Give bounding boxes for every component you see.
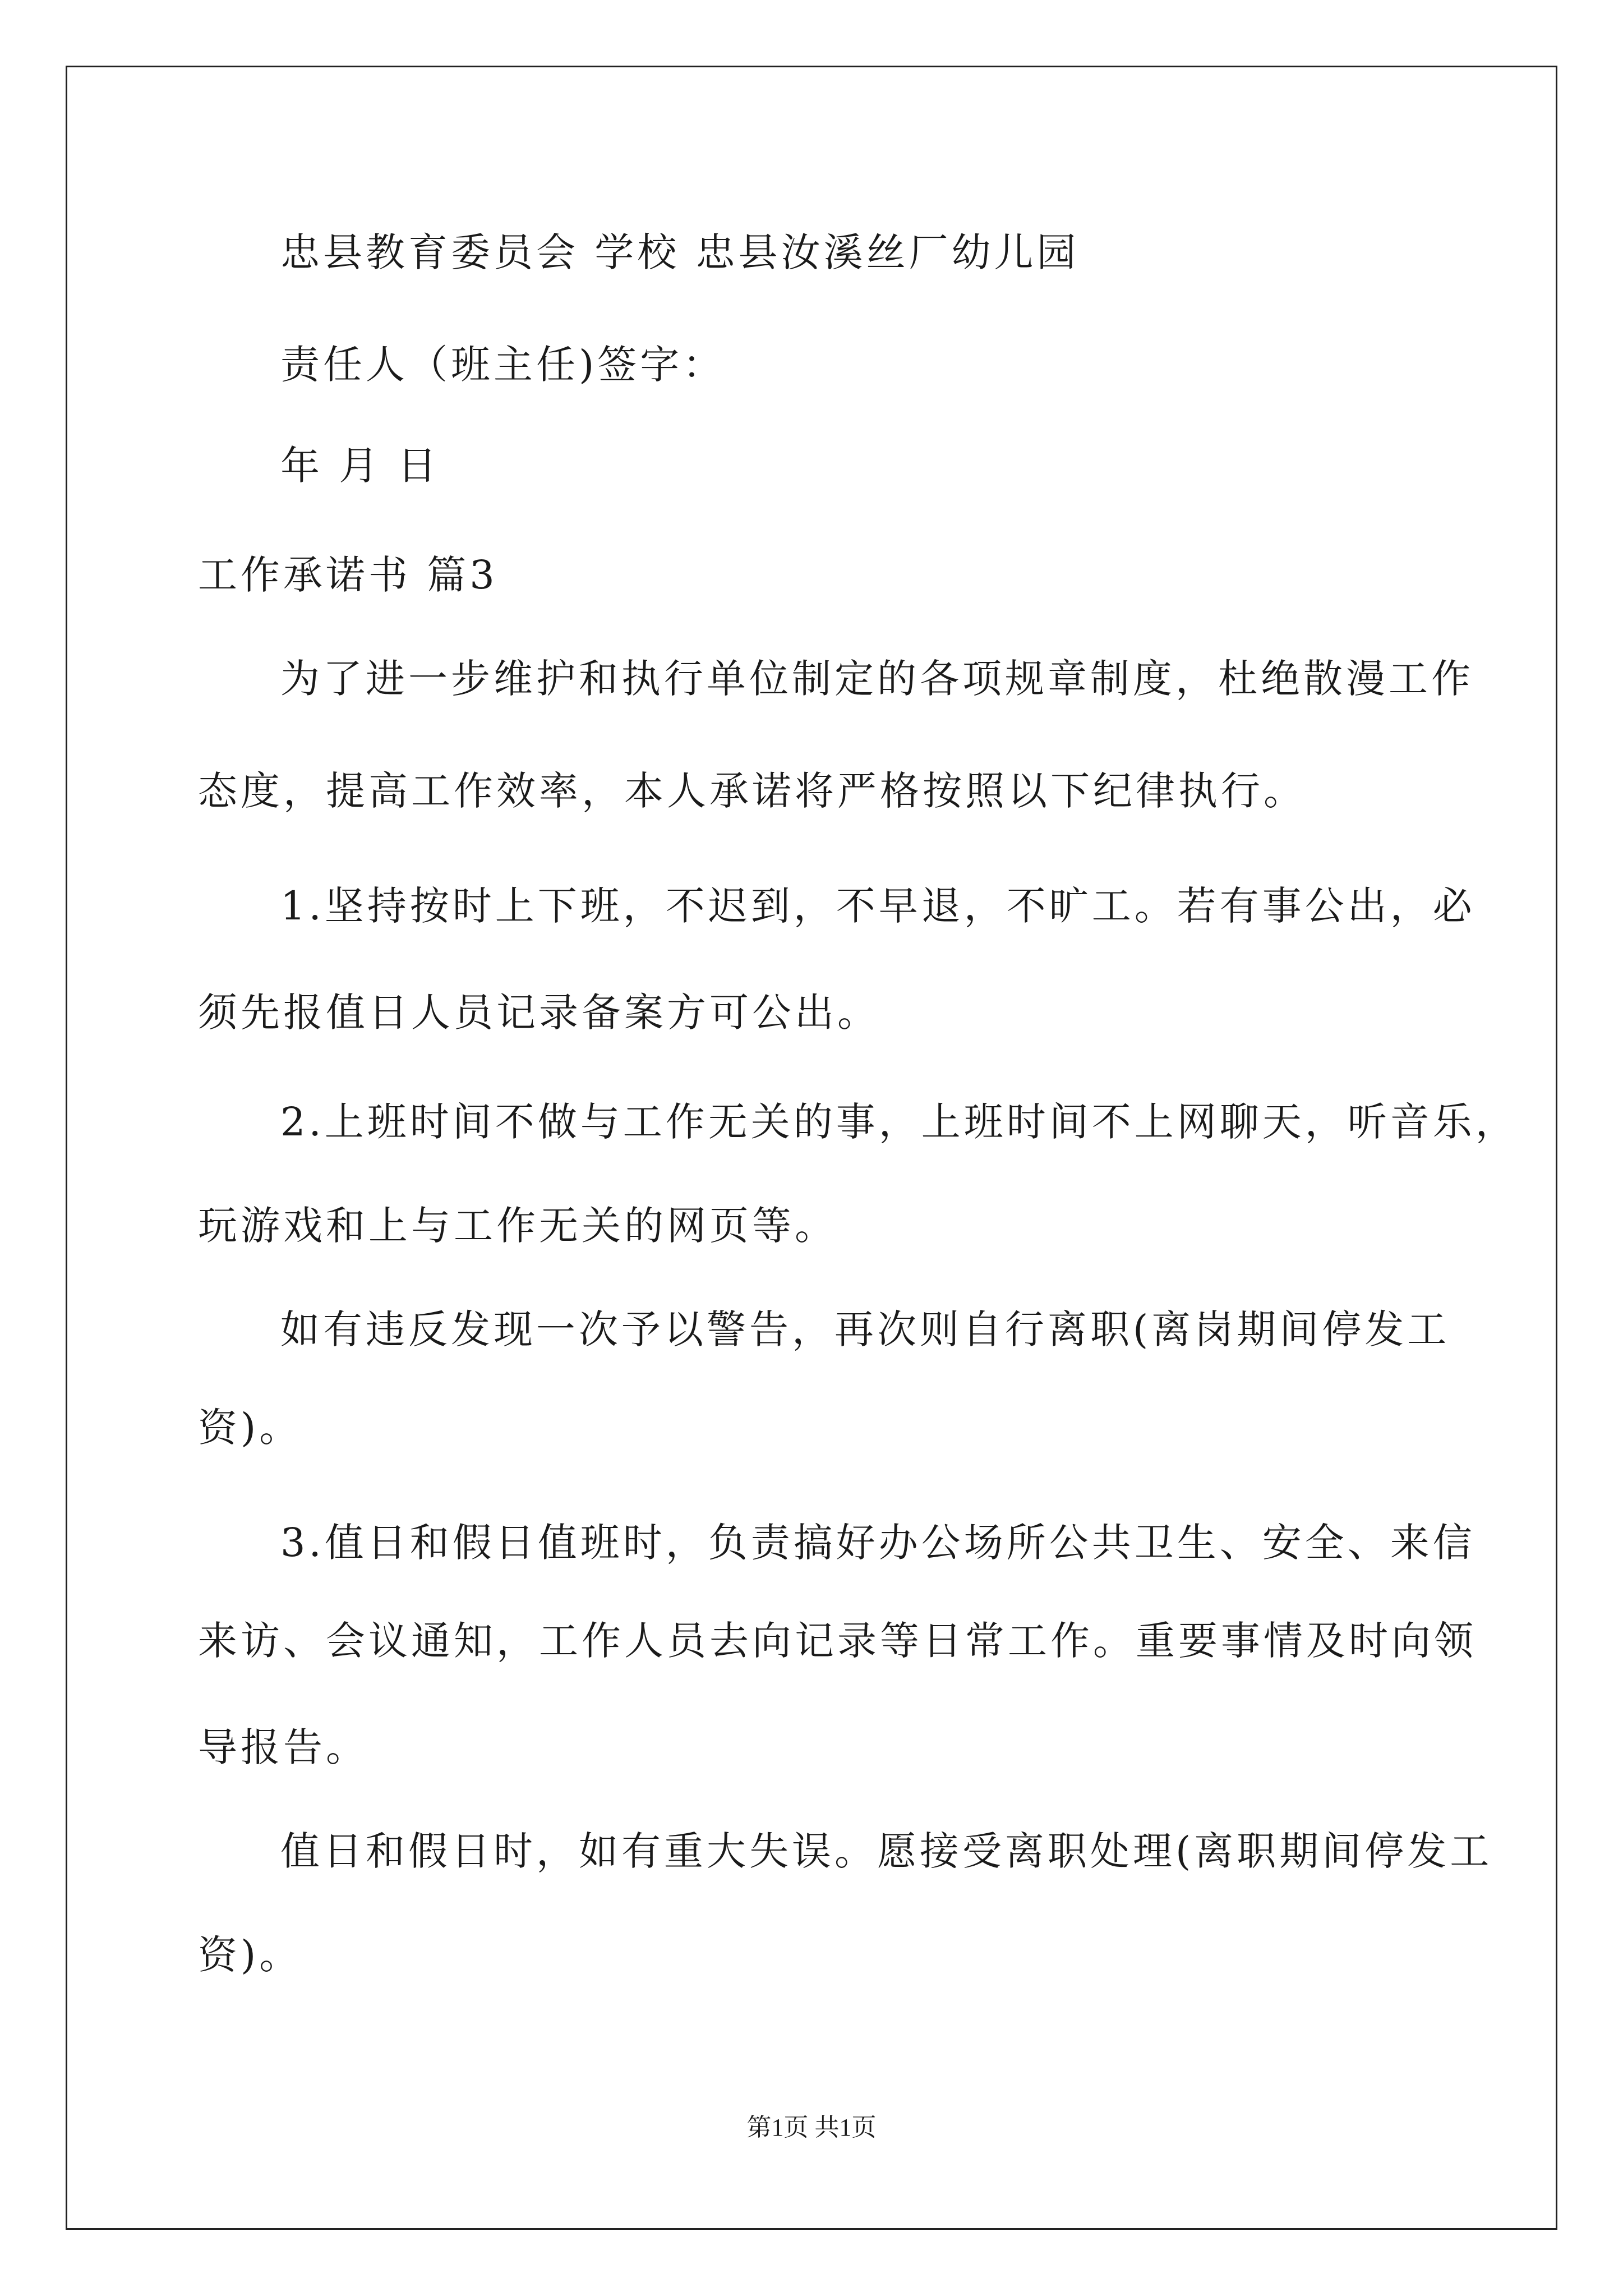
paragraph-line: 导报告。 — [198, 1724, 368, 1770]
paragraph-line: 玩游戏和上与工作无关的网页等。 — [198, 1203, 837, 1249]
section-heading: 工作承诺书 篇3 — [198, 552, 498, 598]
paragraph-line: 资)。 — [198, 1405, 302, 1451]
paragraph-line: 资)。 — [198, 1932, 302, 1978]
signature-org-line: 忠县教育委员会 学校 忠县汝溪丝厂幼儿园 — [280, 229, 1080, 275]
paragraph-line: 态度，提高工作效率，本人承诺将严格按照以下纪律执行。 — [198, 768, 1306, 814]
paragraph-line: 为了进一步维护和执行单位制定的各项规章制度，杜绝散漫工作 — [280, 656, 1474, 702]
paragraph-line: 来访、会议通知，工作人员去向记录等日常工作。重要事情及时向领 — [198, 1618, 1477, 1664]
page-border — [66, 66, 1557, 2230]
page-footer: 第1页 共1页 — [746, 2114, 877, 2141]
paragraph-line: 2.上班时间不做与工作无关的事，上班时间不上网聊天，听音乐， — [280, 1099, 1518, 1145]
paragraph-line: 3.值日和假日值班时，负责搞好办公场所公共卫生、安全、来信 — [280, 1520, 1476, 1566]
paragraph-line: 1.坚持按时上下班，不迟到，不早退，不旷工。若有事公出，必 — [280, 883, 1476, 929]
paragraph-line: 值日和假日时，如有重大失误。愿接受离职处理(离职期间停发工 — [280, 1828, 1493, 1874]
signature-responsible-line: 责任人（班主任)签字： — [280, 342, 726, 388]
signature-date-line: 年 月 日 — [280, 443, 440, 489]
paragraph-line: 须先报值日人员记录备案方可公出。 — [198, 990, 880, 1036]
paragraph-line: 如有违反发现一次予以警告，再次则自行离职(离岗期间停发工 — [280, 1306, 1450, 1352]
